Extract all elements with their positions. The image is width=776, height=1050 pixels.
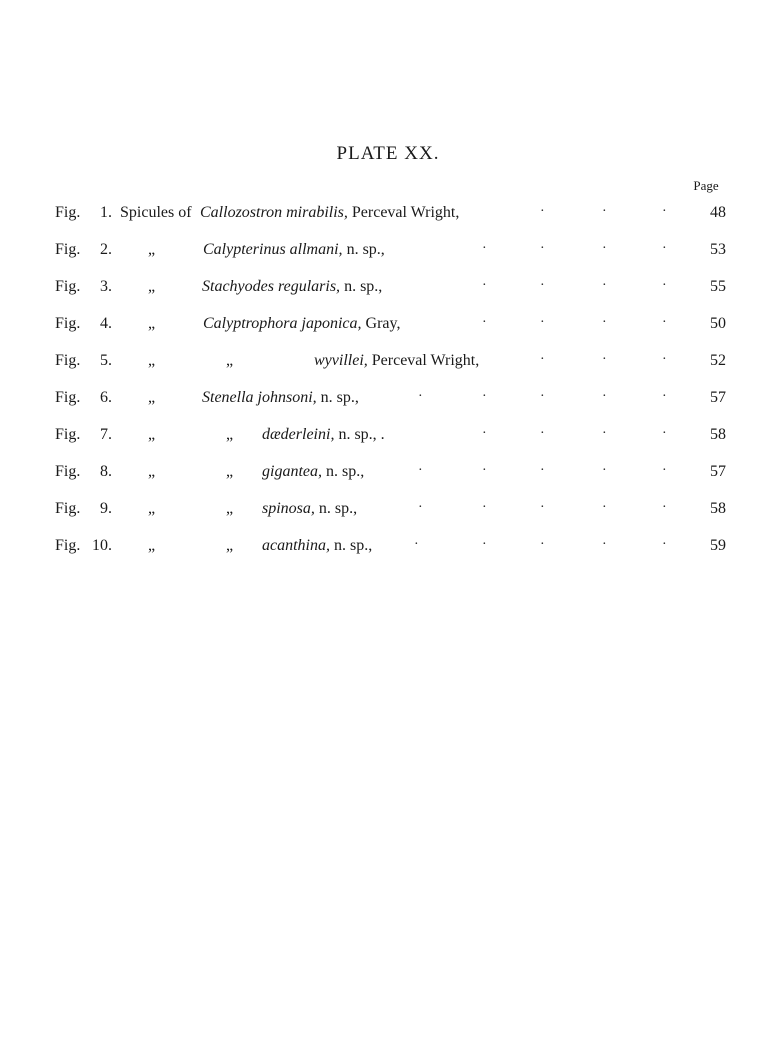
- leader-dot: ·: [602, 352, 607, 367]
- species-description: [314, 352, 479, 370]
- figure-row: [0, 352, 776, 376]
- leader-dot: ·: [540, 426, 545, 441]
- ditto-mark-genus: „: [226, 463, 234, 480]
- ditto-mark: „: [148, 352, 156, 369]
- leader-dot: ·: [418, 500, 423, 515]
- page-number: 50: [710, 315, 726, 332]
- species-authority: n. sp.,: [322, 463, 365, 480]
- figure-row: [0, 278, 776, 302]
- species-authority: n. sp.,: [342, 241, 385, 258]
- leader-dot: ·: [482, 315, 487, 330]
- leader-dot: ·: [482, 389, 487, 404]
- fig-label: Fig.: [55, 315, 81, 332]
- leader-dot: ·: [482, 537, 487, 552]
- fig-label: Fig.: [55, 537, 81, 554]
- leader-dot: ·: [662, 241, 667, 256]
- leader-dot: ·: [602, 537, 607, 552]
- species-name: Calyptrophora japonica,: [203, 315, 362, 332]
- ditto-mark: „: [148, 278, 156, 295]
- fig-label: Fig.: [55, 278, 81, 295]
- description-prefix: Spicules of: [120, 204, 192, 221]
- ditto-mark: „: [148, 315, 156, 332]
- leader-dot: ·: [482, 463, 487, 478]
- leader-dot: ·: [662, 204, 667, 219]
- ditto-mark: „: [148, 500, 156, 517]
- page-number: 55: [710, 278, 726, 295]
- leader-dot: ·: [602, 389, 607, 404]
- page-number: 57: [710, 389, 726, 406]
- ditto-mark-genus: „: [226, 352, 234, 369]
- fig-number: 8.: [100, 463, 112, 480]
- species-name: Calypterinus allmani,: [203, 241, 343, 258]
- fig-number: 4.: [100, 315, 112, 332]
- figure-row: [0, 241, 776, 265]
- leader-dot: ·: [414, 537, 419, 552]
- species-description: [203, 241, 385, 259]
- fig-label: Fig.: [55, 241, 81, 258]
- leader-dot: ·: [482, 278, 487, 293]
- species-authority: n. sp., .: [334, 426, 385, 443]
- fig-number: 2.: [100, 241, 112, 258]
- species-name: spinosa,: [262, 500, 315, 517]
- fig-number: 1.: [100, 204, 112, 221]
- leader-dot: ·: [540, 204, 545, 219]
- leader-dot: ·: [662, 278, 667, 293]
- leader-dot: ·: [662, 537, 667, 552]
- figure-row: [0, 537, 776, 561]
- page-number: 57: [710, 463, 726, 480]
- species-description: [202, 389, 359, 407]
- fig-label: Fig.: [55, 500, 81, 517]
- figure-row: [0, 204, 776, 228]
- leader-dot: ·: [482, 426, 487, 441]
- page-number: 59: [710, 537, 726, 554]
- species-authority: n. sp.,: [314, 500, 358, 517]
- fig-number: 10.: [92, 537, 112, 554]
- leader-dot: ·: [540, 352, 545, 367]
- fig-label: Fig.: [55, 426, 81, 443]
- fig-label: Fig.: [55, 352, 81, 369]
- leader-dot: ·: [540, 389, 545, 404]
- leader-dot: ·: [602, 204, 607, 219]
- page-number: 58: [710, 426, 726, 443]
- ditto-mark-genus: „: [226, 500, 234, 517]
- species-description: [262, 537, 372, 555]
- leader-dot: ·: [540, 463, 545, 478]
- fig-number: 6.: [100, 389, 112, 406]
- fig-number: 3.: [100, 278, 112, 295]
- species-description: [262, 500, 357, 518]
- figure-row: [0, 426, 776, 450]
- leader-dot: ·: [662, 500, 667, 515]
- leader-dot: ·: [662, 426, 667, 441]
- species-authority: n. sp.,: [316, 389, 359, 406]
- ditto-mark: „: [148, 537, 156, 554]
- leader-dot: ·: [540, 537, 545, 552]
- species-authority: n. sp.,: [340, 278, 383, 295]
- species-authority: Perceval Wright,: [367, 352, 480, 369]
- leader-dot: ·: [602, 500, 607, 515]
- species-description: [202, 278, 382, 296]
- species-authority: Perceval Wright,: [347, 204, 460, 221]
- leader-dot: ·: [540, 500, 545, 515]
- ditto-mark: „: [148, 426, 156, 443]
- species-authority: n. sp.,: [330, 537, 373, 554]
- species-description: [262, 426, 385, 444]
- leader-dot: ·: [662, 315, 667, 330]
- leader-dot: ·: [662, 389, 667, 404]
- page-number: 58: [710, 500, 726, 517]
- species-description: [203, 315, 400, 333]
- fig-number: 5.: [100, 352, 112, 369]
- page-number: 48: [710, 204, 726, 221]
- leader-dot: ·: [602, 315, 607, 330]
- ditto-mark: „: [148, 463, 156, 480]
- fig-label: Fig.: [55, 204, 81, 221]
- leader-dot: ·: [602, 463, 607, 478]
- species-name: dæderleini,: [262, 426, 335, 443]
- species-name: Callozostron mirabilis,: [200, 204, 348, 221]
- species-name: acanthina,: [262, 537, 330, 554]
- leader-dot: ·: [540, 278, 545, 293]
- fig-number: 7.: [100, 426, 112, 443]
- species-name: Stachyodes regularis,: [202, 278, 341, 295]
- leader-dot: ·: [482, 500, 487, 515]
- figure-row: [0, 463, 776, 487]
- leader-dot: ·: [662, 463, 667, 478]
- species-name: wyvillei,: [314, 352, 368, 369]
- ditto-mark: „: [148, 389, 156, 406]
- ditto-mark-genus: „: [226, 426, 234, 443]
- leader-dot: ·: [662, 352, 667, 367]
- species-description: [262, 463, 364, 481]
- leader-dot: ·: [418, 389, 423, 404]
- species-name: Stenella johnsoni,: [202, 389, 317, 406]
- leader-dot: ·: [602, 426, 607, 441]
- leader-dot: ·: [482, 241, 487, 256]
- page-number: 52: [710, 352, 726, 369]
- species-authority: Gray,: [361, 315, 401, 332]
- figure-row: [0, 500, 776, 524]
- figure-row: [0, 315, 776, 339]
- figure-row: [0, 389, 776, 413]
- species-name: gigantea,: [262, 463, 322, 480]
- species-description: [200, 204, 459, 222]
- leader-dot: ·: [418, 463, 423, 478]
- plate-title: PLATE XX.: [336, 143, 440, 164]
- page-column-header: Page: [693, 178, 719, 193]
- leader-dot: ·: [540, 241, 545, 256]
- leader-dot: ·: [540, 315, 545, 330]
- leader-dot: ·: [602, 241, 607, 256]
- fig-number: 9.: [100, 500, 112, 517]
- ditto-mark-genus: „: [226, 537, 234, 554]
- ditto-mark: „: [148, 241, 156, 258]
- leader-dot: ·: [602, 278, 607, 293]
- fig-label: Fig.: [55, 463, 81, 480]
- fig-label: Fig.: [55, 389, 81, 406]
- page-number: 53: [710, 241, 726, 258]
